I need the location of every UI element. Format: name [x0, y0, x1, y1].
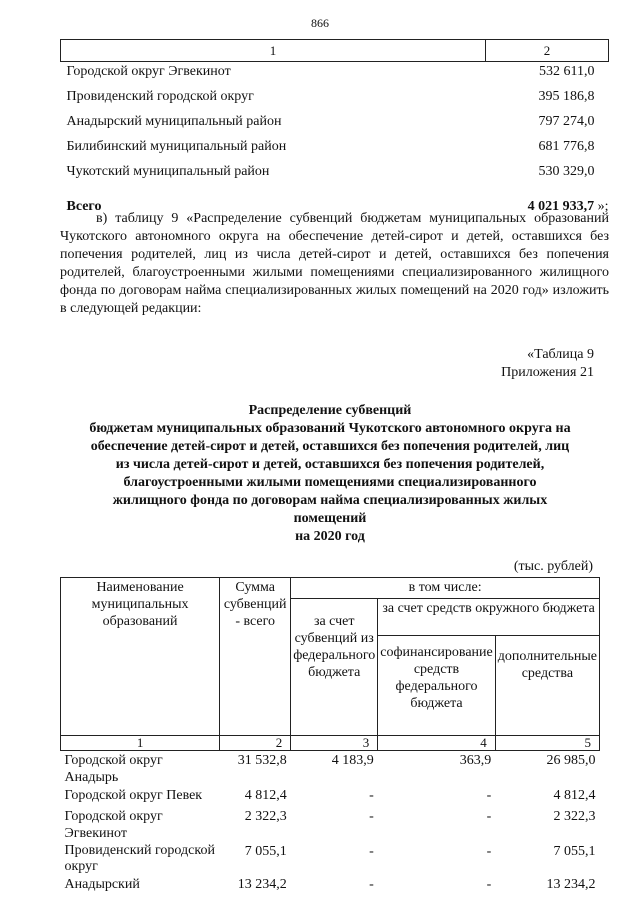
page-number: 866	[311, 16, 329, 30]
cofinancing-value: -	[486, 809, 492, 824]
table-row	[61, 807, 600, 842]
header-total: Сумма субвенций - всего	[220, 578, 291, 736]
total-value: 13 234,2	[237, 877, 287, 892]
header-cofinancing: софинансирование средств федерального бюджета	[378, 636, 496, 736]
federal-value: -	[369, 788, 374, 803]
subsidy-amount: 395 186,8	[538, 89, 595, 104]
additional-value: 4 812,4	[553, 788, 596, 803]
federal-value: -	[369, 844, 374, 859]
municipality-name: Городской округ Эгвекинот	[66, 64, 231, 79]
header-federal: за счет субвенций из федерального бюджета	[291, 599, 378, 736]
total-value: 7 055,1	[244, 844, 287, 859]
table-row	[61, 875, 600, 896]
header-including: в том числе:	[291, 578, 600, 599]
column-number: 1	[61, 736, 220, 751]
column-number-2: 2	[486, 40, 609, 62]
column-number-1: 1	[61, 40, 486, 62]
additional-value: 2 322,3	[553, 809, 596, 824]
column-number: 2	[220, 736, 291, 751]
column-number: 3	[291, 736, 378, 751]
heading-line: обеспечение детей-сирот и детей, оставшихся без попечения родителей, лиц	[90, 439, 570, 454]
heading-line: бюджетам муниципальных образований Чукотского автономного округа на	[89, 421, 571, 436]
heading-line: помещений	[293, 511, 367, 526]
heading-line: на 2020 год	[295, 529, 365, 544]
cofinancing-value: -	[486, 788, 492, 803]
heading-line: из числа детей-сирот и детей, оставшихся без попечения родителей,	[115, 457, 545, 472]
table-heading	[60, 402, 600, 546]
federal-value: -	[369, 877, 374, 892]
additional-value: 13 234,2	[546, 877, 596, 892]
total-value: 2 322,3	[244, 809, 287, 824]
cofinancing-value: -	[486, 844, 492, 859]
heading-line: благоустроенными жилыми помещениями специализированного	[123, 475, 537, 490]
table-ref-line-2: Приложения 21	[501, 365, 594, 380]
subsidy-amount: 530 329,0	[538, 164, 595, 179]
municipality-name: Провиденский городской округ	[64, 843, 215, 874]
table-row	[61, 786, 600, 807]
total-value: 4 021 933,7	[527, 199, 595, 214]
table-row	[61, 87, 609, 112]
table-ref-line-1: «Таблица 9	[527, 347, 594, 362]
federal-value: 4 183,9	[331, 753, 374, 768]
table-row	[61, 162, 609, 187]
additional-value: 26 985,0	[546, 753, 596, 768]
municipality-name: Чукотский муниципальный район	[66, 164, 270, 179]
heading-line: Распределение субвенций	[248, 403, 412, 418]
distribution-summary-table	[60, 39, 609, 217]
column-number: 4	[378, 736, 496, 751]
header-district: за счет средств окружного бюджета	[378, 599, 600, 636]
column-numbers-row	[61, 736, 600, 751]
municipality-name: Городской округ Певек	[64, 788, 203, 803]
subsidy-amount: 797 274,0	[538, 114, 595, 129]
table-row	[61, 137, 609, 162]
column-number: 5	[495, 736, 599, 751]
header-name: Наименование муниципальных образований	[61, 578, 220, 736]
municipality-name: Анадырский	[64, 877, 140, 892]
unit-label: (тыс. рублей)	[513, 559, 593, 574]
municipality-name: Анадырский муниципальный район	[66, 114, 282, 129]
municipality-name: Городской округ Эгвекинот	[64, 809, 163, 841]
table-row	[61, 112, 609, 137]
subsidy-amount: 532 611,0	[539, 64, 595, 79]
municipality-name: Городской округ Анадырь	[64, 753, 163, 785]
federal-value: -	[369, 809, 374, 824]
municipality-name: Билибинский муниципальный район	[66, 139, 287, 154]
total-label: Всего	[66, 199, 102, 214]
header-additional: дополнительные средства	[495, 636, 599, 736]
table-row	[61, 751, 600, 787]
table-header-row	[61, 40, 609, 62]
additional-value: 7 055,1	[553, 844, 596, 859]
subsidy-distribution-table	[60, 577, 600, 896]
subsidy-amount: 681 776,8	[538, 139, 595, 154]
total-value: 31 532,8	[237, 753, 287, 768]
cofinancing-value: -	[486, 877, 492, 892]
municipality-name: Провиденский городской округ	[66, 89, 254, 104]
table-reference	[501, 346, 594, 382]
quote-close: »;	[597, 199, 609, 214]
total-value: 4 812,4	[244, 788, 287, 803]
amendment-paragraph: в) таблицу 9 «Распределение субвенций бюджетам муниципальных образований Чукотского автономного округа на обеспечение детей-сирот и детей, оставшихся без попечения родителей, лиц из числа детей-сирот и детей, оставшихся без попечения родителей, благоустроенными жилыми помещениями специализированного жилищного фонда по договорам найма специализированных жилых помещений на 2020 год» изложить в следующей редакции:	[60, 211, 609, 316]
cofinancing-value: 363,9	[459, 753, 492, 768]
table-row	[61, 842, 600, 875]
table-row	[61, 62, 609, 88]
heading-line: жилищного фонда по договорам найма специализированных жилых	[112, 493, 548, 508]
